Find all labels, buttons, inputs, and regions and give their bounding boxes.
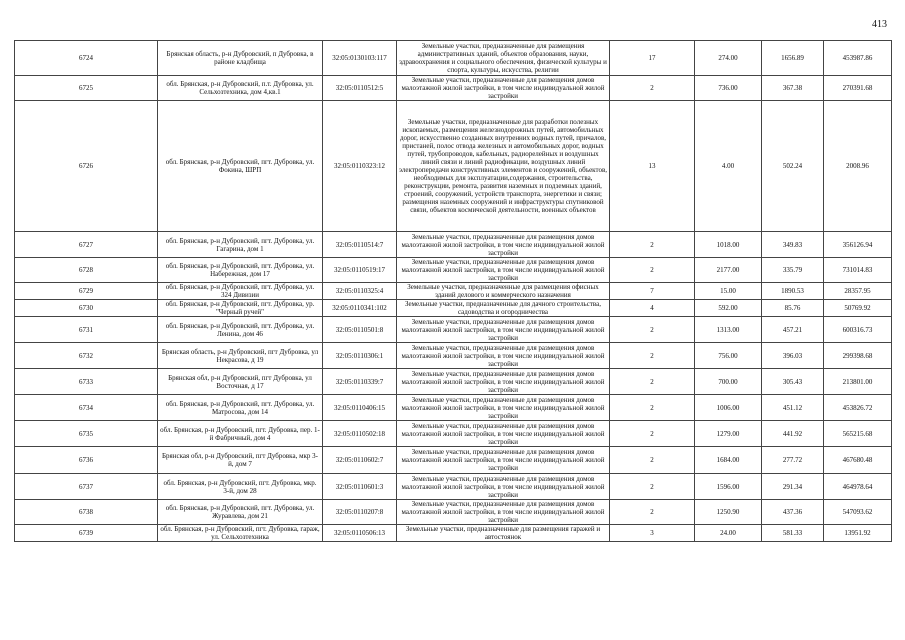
cadastral-value-cell: 2008.96 <box>824 101 892 232</box>
table-row <box>15 283 892 300</box>
row-number: 6730 <box>15 300 158 317</box>
table-row <box>15 447 892 474</box>
address-cell: Брянская обл, р-н Дубровский, пгт Дубровка, мкр 3-й, дом 7 <box>158 447 323 474</box>
address-cell: обл. Брянская, р-н Дубровский, пгт. Дубровка, ул. Фокина, ШРП <box>158 101 323 232</box>
cadastral-number-cell: 32:05:0110602:7 <box>323 447 397 474</box>
table-row <box>15 41 892 76</box>
cadastral-number-cell: 32:05:0110207:8 <box>323 500 397 525</box>
category-code-cell: 2 <box>610 317 695 343</box>
land-use-cell: Земельные участки, предназначенные для размещения домов малоэтажной жилой застройки, в том числе индивидуальной жилой застройки <box>397 369 610 395</box>
address-cell: Брянская область, р-н Дубровский, пгт Дубровка, ул Некрасова, д 19 <box>158 343 323 369</box>
cadastral-number-cell: 32:05:0110406:15 <box>323 395 397 421</box>
rate-cell: 502.24 <box>762 101 824 232</box>
land-use-cell: Земельные участки, предназначенные для размещения домов малоэтажной жилой застройки, в том числе индивидуальной жилой застройки <box>397 317 610 343</box>
area-cell: 1279.00 <box>695 421 762 447</box>
category-code-cell: 17 <box>610 41 695 76</box>
rate-cell: 305.43 <box>762 369 824 395</box>
cadastral-number-cell: 32:05:0110306:1 <box>323 343 397 369</box>
row-number: 6736 <box>15 447 158 474</box>
land-use-cell: Земельные участки, предназначенные для размещения административных зданий, объектов образования, науки, здравоохранения и социального обеспечения, физической культуры и спорта, культуры, искусства, религии <box>397 41 610 76</box>
rate-cell: 85.76 <box>762 300 824 317</box>
area-cell: 1313.00 <box>695 317 762 343</box>
row-number: 6737 <box>15 474 158 500</box>
area-cell: 274.00 <box>695 41 762 76</box>
land-use-cell: Земельные участки, предназначенные для размещения гаражей и автостоянок <box>397 525 610 542</box>
rate-cell: 367.38 <box>762 76 824 101</box>
row-number: 6731 <box>15 317 158 343</box>
row-number: 6727 <box>15 232 158 258</box>
land-use-cell: Земельные участки, предназначенные для размещения домов малоэтажной жилой застройки, в том числе индивидуальной жилой застройки <box>397 76 610 101</box>
address-cell: обл. Брянская, р-н Дубровский, пгт. Дубровка, мкр. 3-й, дом 28 <box>158 474 323 500</box>
land-use-cell: Земельные участки, предназначенные для разработки полезных ископаемых, размещения железнодорожных путей, автомобильных дорог, искусственно созданных внутренних водных путей, причалов, пристаней, полос отвода железных и автомобильных дорог, водных путей, трубопроводов, кабельных, радиорелейных и воздушных линий связи и линий радиофикации, воздушных линий электропередачи конструктивных элементов и сооружений, объектов, необходимых для эксплуатации,содержания, строительства, реконструкции, ремонта, развития наземных и подземных зданий, строений, сооружений, устройств транспорта, энергетики и связи; размещения наземных сооружений и инфраструктуры спутниковой связи, объектов космической деятельности, военных объектов <box>397 101 610 232</box>
area-cell: 736.00 <box>695 76 762 101</box>
area-cell: 2177.00 <box>695 258 762 283</box>
category-code-cell: 2 <box>610 447 695 474</box>
area-cell: 592.00 <box>695 300 762 317</box>
land-use-cell: Земельные участки, предназначенные для размещения домов малоэтажной жилой застройки, в том числе индивидуальной жилой застройки <box>397 258 610 283</box>
address-cell: обл. Брянская, р-н Дубровский, пгт. Дубровка, ул. Журавлева, дом 21 <box>158 500 323 525</box>
cadastral-value-cell: 600316.73 <box>824 317 892 343</box>
land-use-cell: Земельные участки, предназначенные для размещения домов малоэтажной жилой застройки, в том числе индивидуальной жилой застройки <box>397 500 610 525</box>
rate-cell: 1890.53 <box>762 283 824 300</box>
cadastral-number-cell: 32:05:0110341:102 <box>323 300 397 317</box>
area-cell: 756.00 <box>695 343 762 369</box>
rate-cell: 349.83 <box>762 232 824 258</box>
category-code-cell: 2 <box>610 500 695 525</box>
category-code-cell: 2 <box>610 232 695 258</box>
table-row <box>15 101 892 232</box>
address-cell: обл. Брянская, р-н Дубровский, пгт. Дубровка, ул. Гагарина, дом 1 <box>158 232 323 258</box>
row-number: 6734 <box>15 395 158 421</box>
rate-cell: 441.92 <box>762 421 824 447</box>
rate-cell: 437.36 <box>762 500 824 525</box>
area-cell: 15.00 <box>695 283 762 300</box>
category-code-cell: 2 <box>610 258 695 283</box>
address-cell: обл. Брянская, р-н Дубровский, пгт. Дубровка, пер. 1-й Фабричный, дом 4 <box>158 421 323 447</box>
rate-cell: 335.79 <box>762 258 824 283</box>
row-number: 6729 <box>15 283 158 300</box>
table-row <box>15 369 892 395</box>
table-row <box>15 76 892 101</box>
address-cell: обл. Брянская, р-н Дубровский, пгт. Дубровка, ул. Набережная, дом 17 <box>158 258 323 283</box>
address-cell: обл. Брянская, р-н Дубровский, п.т. Дубровка, ул. Сельхозтехника, дом 4,кв.1 <box>158 76 323 101</box>
cadastral-number-cell: 32:05:0110323:12 <box>323 101 397 232</box>
land-use-cell: Земельные участки, предназначенные для размещения домов малоэтажной жилой застройки, в том числе индивидуальной жилой застройки <box>397 395 610 421</box>
table-row <box>15 421 892 447</box>
table-row <box>15 474 892 500</box>
area-cell: 1250.90 <box>695 500 762 525</box>
row-number: 6739 <box>15 525 158 542</box>
table-row <box>15 525 892 542</box>
land-use-cell: Земельные участки, предназначенные для дачного строительства, садоводства и огородничества <box>397 300 610 317</box>
page-number: 413 <box>872 19 887 30</box>
row-number: 6726 <box>15 101 158 232</box>
cadastral-number-cell: 32:05:0110501:8 <box>323 317 397 343</box>
cadastral-number-cell: 32:05:0110514:7 <box>323 232 397 258</box>
area-cell: 700.00 <box>695 369 762 395</box>
cadastral-value-cell: 565215.68 <box>824 421 892 447</box>
cadastral-number-cell: 32:05:0130103:117 <box>323 41 397 76</box>
row-number: 6728 <box>15 258 158 283</box>
cadastral-number-cell: 32:05:0110601:3 <box>323 474 397 500</box>
category-code-cell: 2 <box>610 474 695 500</box>
cadastral-number-cell: 32:05:0110502:18 <box>323 421 397 447</box>
category-code-cell: 7 <box>610 283 695 300</box>
row-number: 6733 <box>15 369 158 395</box>
cadastral-value-cell: 270391.68 <box>824 76 892 101</box>
category-code-cell: 2 <box>610 369 695 395</box>
table-row <box>15 395 892 421</box>
land-use-cell: Земельные участки, предназначенные для размещения домов малоэтажной жилой застройки, в том числе индивидуальной жилой застройки <box>397 421 610 447</box>
cadastral-value-cell: 213801.00 <box>824 369 892 395</box>
land-use-cell: Земельные участки, предназначенные для размещения домов малоэтажной жилой застройки, в том числе индивидуальной жилой застройки <box>397 343 610 369</box>
rate-cell: 451.12 <box>762 395 824 421</box>
cadastral-value-cell: 299398.68 <box>824 343 892 369</box>
category-code-cell: 4 <box>610 300 695 317</box>
row-number: 6738 <box>15 500 158 525</box>
cadastral-value-cell: 28357.95 <box>824 283 892 300</box>
cadastral-value-cell: 453826.72 <box>824 395 892 421</box>
address-cell: Брянская обл, р-н Дубровский, пгт Дубровка, ул Восточная, д 17 <box>158 369 323 395</box>
cadastral-number-cell: 32:05:0110519:17 <box>323 258 397 283</box>
area-cell: 1018.00 <box>695 232 762 258</box>
cadastral-value-cell: 467680.48 <box>824 447 892 474</box>
address-cell: Брянская область, р-н Дубровский, п Дубровка, в районе кладбища <box>158 41 323 76</box>
rate-cell: 581.33 <box>762 525 824 542</box>
cadastral-value-cell: 356126.94 <box>824 232 892 258</box>
area-cell: 4.00 <box>695 101 762 232</box>
area-cell: 1006.00 <box>695 395 762 421</box>
category-code-cell: 2 <box>610 76 695 101</box>
address-cell: обл. Брянская, р-н Дубровский, пгт. Дубровка, гараж, ул. Сельхозтехника <box>158 525 323 542</box>
cadastral-value-cell: 13951.92 <box>824 525 892 542</box>
area-cell: 24.00 <box>695 525 762 542</box>
cadastral-value-cell: 464978.64 <box>824 474 892 500</box>
address-cell: обл. Брянская, р-н Дубровский, пгт. Дубровка, ул. Матросова, дом 14 <box>158 395 323 421</box>
cadastral-number-cell: 32:05:0110339:7 <box>323 369 397 395</box>
land-registry-table <box>14 40 892 542</box>
category-code-cell: 13 <box>610 101 695 232</box>
table-row <box>15 500 892 525</box>
category-code-cell: 2 <box>610 421 695 447</box>
cadastral-value-cell: 547093.62 <box>824 500 892 525</box>
cadastral-number-cell: 32:05:0110325:4 <box>323 283 397 300</box>
rate-cell: 291.34 <box>762 474 824 500</box>
table-row <box>15 343 892 369</box>
category-code-cell: 3 <box>610 525 695 542</box>
table-row <box>15 258 892 283</box>
rate-cell: 277.72 <box>762 447 824 474</box>
land-use-cell: Земельные участки, предназначенные для размещения домов малоэтажной жилой застройки, в том числе индивидуальной жилой застройки <box>397 474 610 500</box>
table-row <box>15 317 892 343</box>
area-cell: 1684.00 <box>695 447 762 474</box>
cadastral-value-cell: 50769.92 <box>824 300 892 317</box>
row-number: 6732 <box>15 343 158 369</box>
row-number: 6725 <box>15 76 158 101</box>
land-use-cell: Земельные участки, предназначенные для размещения офисных зданий делового и коммерческого назначения <box>397 283 610 300</box>
cadastral-number-cell: 32:05:0110506:13 <box>323 525 397 542</box>
cadastral-number-cell: 32:05:0110512:5 <box>323 76 397 101</box>
cadastral-value-cell: 453987.86 <box>824 41 892 76</box>
land-use-cell: Земельные участки, предназначенные для размещения домов малоэтажной жилой застройки, в том числе индивидуальной жилой застройки <box>397 232 610 258</box>
rate-cell: 396.03 <box>762 343 824 369</box>
category-code-cell: 2 <box>610 395 695 421</box>
cadastral-value-cell: 731014.83 <box>824 258 892 283</box>
row-number: 6724 <box>15 41 158 76</box>
address-cell: обл. Брянская, р-н Дубровский, пгт. Дубровка, ур. "Черный ручей" <box>158 300 323 317</box>
table-row <box>15 232 892 258</box>
category-code-cell: 2 <box>610 343 695 369</box>
land-use-cell: Земельные участки, предназначенные для размещения домов малоэтажной жилой застройки, в том числе индивидуальной жилой застройки <box>397 447 610 474</box>
address-cell: обл. Брянская, р-н Дубровский, пгт. Дубровка, ул. 324 Дивизии <box>158 283 323 300</box>
address-cell: обл. Брянская, р-н Дубровский, пгт. Дубровка, ул. Ленина, дом 46 <box>158 317 323 343</box>
row-number: 6735 <box>15 421 158 447</box>
rate-cell: 457.21 <box>762 317 824 343</box>
area-cell: 1596.00 <box>695 474 762 500</box>
rate-cell: 1656.89 <box>762 41 824 76</box>
table-row <box>15 300 892 317</box>
